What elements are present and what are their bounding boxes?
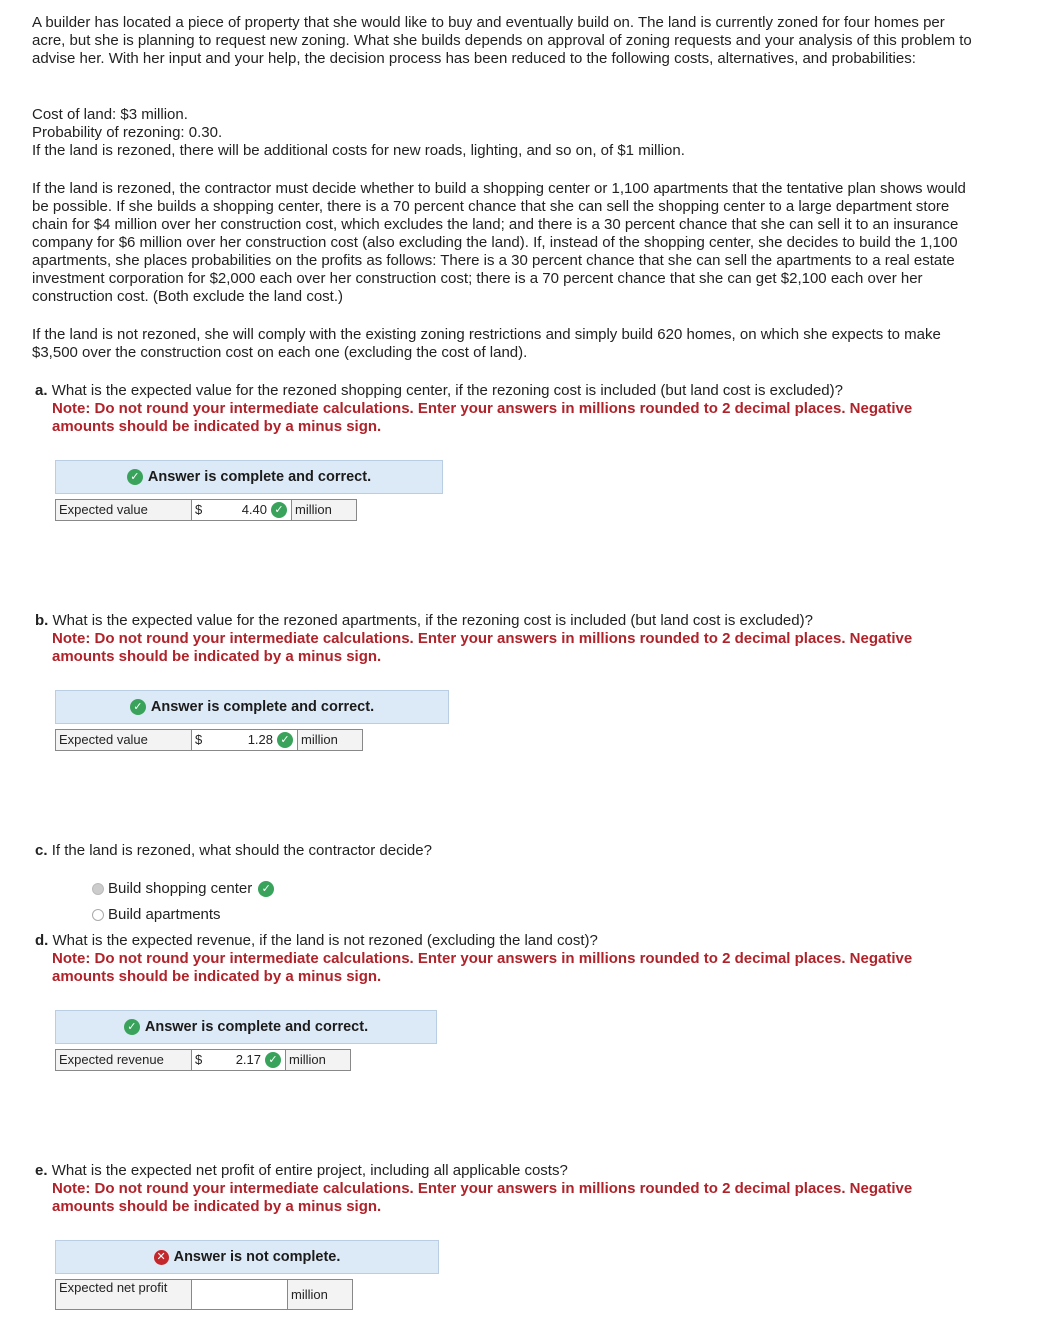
not-rezoned-scenario: If the land is not rezoned, she will comply with the existing zoning restrictions and simply build 620 homes, on which she expects to make $3,500 over the construction cost on each one (excluding the cost of land). [32,326,941,361]
check-circle-icon: ✓ [277,732,293,748]
question-d [35,932,935,986]
question-text: What is the expected revenue, if the land is not rezoned (excluding the land cost)? [52,932,598,949]
answer-input[interactable] [192,1049,286,1071]
answer-input[interactable] [192,1279,288,1310]
question-note: Note: Do not round your intermediate calculations. Enter your answers in millions rounded to 2 decimal places. Negative amounts should be indicated by a minus sign. [52,400,913,435]
radio-button[interactable] [92,883,104,895]
question-letter: a. [35,382,48,399]
cost-of-land: Cost of land: $3 million. [32,106,188,123]
question-text: What is the expected value for the rezoned apartments, if the rezoning cost is included (but land cost is excluded)? [52,612,813,629]
option-apartments[interactable] [92,906,221,923]
answer-label: Expected revenue [55,1049,192,1071]
option-label: Build apartments [108,906,221,923]
answer-banner [55,690,449,724]
check-circle-icon: ✓ [258,881,274,897]
currency-symbol: $ [195,732,203,747]
answer-row [55,1049,437,1071]
question-text: If the land is rezoned, what should the contractor decide? [51,842,432,859]
probability-rezoning: Probability of rezoning: 0.30. [32,124,223,141]
question-text: What is the expected net profit of entire project, including all applicable costs? [51,1162,568,1179]
additional-costs: If the land is rezoned, there will be additional costs for new roads, lighting, and so on, of $1 million. [32,142,685,159]
question-text: What is the expected value for the rezoned shopping center, if the rezoning cost is included (but land cost is excluded)? [51,382,843,399]
answer-row [55,1279,439,1310]
check-circle-icon: ✓ [124,1019,140,1035]
banner-text: Answer is complete and correct. [144,1019,369,1035]
answer-input[interactable] [192,729,298,751]
cost-list [32,106,982,160]
problem-intro: A builder has located a piece of property that she would like to buy and eventually build on. The land is currently zoned for four homes per acre, but she is planning to request new zoning. What she builds depends on approval of zoning requests and your analysis of this problem to advise her. With her input and your help, the decision process has been reduced to the following costs, alternatives, and probabilities: [32,14,972,67]
question-note: Note: Do not round your intermediate calculations. Enter your answers in millions rounded to 2 decimal places. Negative amounts should be indicated by a minus sign. [52,630,913,665]
question-note: Note: Do not round your intermediate calculations. Enter your answers in millions rounded to 2 decimal places. Negative amounts should be indicated by a minus sign. [52,950,913,985]
currency-symbol: $ [195,502,203,517]
option-label: Build shopping center [108,880,253,897]
answer-value: 1.28 [247,732,273,747]
answer-box-e [55,1240,439,1310]
x-circle-icon: ✕ [154,1250,169,1265]
check-circle-icon: ✓ [130,699,146,715]
banner-text: Answer is complete and correct. [150,699,375,715]
question-a [35,382,935,436]
answer-label: Expected value [55,499,192,521]
answer-unit: million [288,1279,353,1310]
answer-value: 2.17 [235,1052,261,1067]
answer-unit: million [298,729,363,751]
answer-banner [55,1240,439,1274]
question-note: Note: Do not round your intermediate calculations. Enter your answers in millions rounded to 2 decimal places. Negative amounts should be indicated by a minus sign. [52,1180,913,1215]
check-circle-icon: ✓ [271,502,287,518]
answer-banner [55,460,443,494]
answer-row [55,729,449,751]
answer-label: Expected net profit [55,1279,192,1310]
check-circle-icon: ✓ [127,469,143,485]
answer-unit: million [292,499,357,521]
answer-box-b [55,690,449,751]
radio-button[interactable] [92,909,104,921]
currency-symbol: $ [195,1052,203,1067]
check-circle-icon: ✓ [265,1052,281,1068]
question-letter: b. [35,612,49,629]
question-b [35,612,935,666]
answer-unit: million [286,1049,351,1071]
question-e [35,1162,935,1216]
answer-banner [55,1010,437,1044]
question-c [35,842,935,860]
question-letter: e. [35,1162,48,1179]
banner-text: Answer is complete and correct. [147,469,372,485]
answer-box-d [55,1010,437,1071]
question-letter: c. [35,842,48,859]
question-letter: d. [35,932,49,949]
answer-row [55,499,443,521]
answer-label: Expected value [55,729,192,751]
banner-text: Answer is not complete. [173,1249,341,1265]
answer-input[interactable] [192,499,292,521]
answer-value: 4.40 [241,502,267,517]
answer-box-a [55,460,443,521]
option-shopping-center[interactable] [92,880,274,897]
rezoned-scenario: If the land is rezoned, the contractor must decide whether to build a shopping center or 1,100 apartments that the tentative plan shows would be possible. If she builds a shopping center, there is a 70 percent chance that she can sell the shopping center to a large department store chain for $4 million over her construction cost, which excludes the land; and there is a 30 percent chance that she can sell it to an insurance company for $6 million over her construction cost (also excluding the land). If, instead of the shopping center, she decides to build the 1,100 apartments, she places probabilities on the profits as follows: There is a 30 percent chance that she can sell the apartments to a real estate investment corporation for $2,000 each over her construction cost; there is a 70 percent chance that she can get $2,100 each over her construction cost. (Both exclude the land cost.) [32,180,966,305]
